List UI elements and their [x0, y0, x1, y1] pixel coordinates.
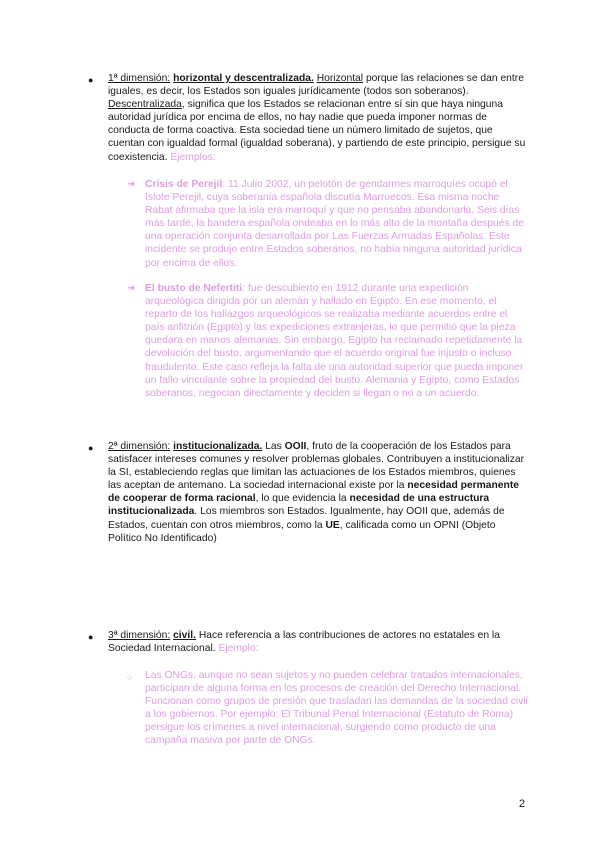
section-1-text-b: , significa que los Estados se relacionan entre sí sin que haya ninguna autoridad jurídica por encima de ellos, no hay nadie que pueda imponer normas de conducta de forma coactiva. Esta sociedad tiene un número limitado de sujetos, que cuentan con igualdad formal (igualdad soberana), y partiendo de este principio, persigue su coexistencia. — [108, 99, 526, 163]
arrow-right-icon: ➔ — [127, 283, 136, 294]
example-3-text: Las ONGs, aunque no sean sujetos y no pueden celebrar tratados internacionales, participan de alguna forma en los procesos de creación del Derecho Internacional. Funcionan como grupos de presión que trasladan las demandas de la sociedad civil a los gobiernos. Por ejemplo: El Tribunal Penal Internacional (Estatuto de Roma) persigue los crímenes a nivel internacional, surgiendo como producto de una campaña masiva por parte de ONGs. — [145, 670, 528, 747]
section-1-examples-label: Ejemplos: — [170, 151, 216, 163]
section-1-keyword: horizontal y descentralizada. — [173, 73, 314, 84]
section-2-text-a: Las — [262, 441, 285, 452]
section-2-bold-a: necesidad permanente de cooperar de forma racional — [108, 480, 519, 505]
section-3-heading: 3ª dimensión: — [108, 630, 171, 641]
example-ongs — [145, 669, 528, 748]
section-2-keyword: institucionalizada. — [173, 441, 263, 452]
section-2-ue: UE — [325, 519, 340, 531]
hollow-circle-icon: ○ — [127, 672, 133, 682]
section-2-text-d: . Los miembros son Estados. Igualmente, hay OOII que, además de Estados, cuentan con otros miembros, como la — [108, 506, 505, 531]
section-2-text-e: , calificada como un OPNI (Objeto Político No Identificado) — [108, 519, 496, 544]
example-2-title: El busto de Nefertiti — [145, 283, 243, 294]
section-1-descentralizada: Descentralizada — [108, 99, 182, 111]
bullet-icon: ● — [88, 443, 94, 453]
example-2-text: : fue descubierto en 1912 durante una expedición arqueológica dirigida por un alemán y hallado en Egipto. En ese momento, el reparto de los hallazgos arqueológicos se realizaba mediante acuerdos entre el país anfitrión (Egipto) y las expediciones extranjeras, lo que permitió que la pieza quedara en manos alemanas. Sin embargo, Egipto ha reclamado repetidamente la devolución del busto, argumentando que el acuerdo original fue injusto o incluso fraudulento. Este caso refleja la falta de una autoridad superior que pueda imponer un fallo vinculante sobre la propiedad del busto. Alemania y Egipto, como Estados soberanos, negocian directamente y deciden si llegan o no a un acuerdo. — [145, 283, 524, 399]
section-dimension-1 — [108, 72, 528, 164]
bullet-icon: ● — [88, 632, 94, 642]
section-2-ooii: OOII — [284, 441, 307, 452]
section-dimension-2 — [108, 440, 528, 545]
example-1-title: Crisis de Perejil — [145, 179, 223, 190]
page-number: 2 — [518, 798, 525, 810]
section-3-keyword: civil. — [173, 630, 196, 641]
section-dimension-3 — [108, 629, 528, 655]
example-1-text: : 11 Julio 2002, un pelotón de gendarmes marroquíes ocupó el Islote Perejil, cuya soberanía española discutía Marruecos. Esa misma noche Rabat afirmaba que la isla era marroquí y que no pensaba abandonarla. Seis días más tarde, la bandera española ondeaba en lo más alto de la montaña después de una operación conjunta desarrollada por Las Fuerzas Armadas Españolas. Este incidente se produjo entre Estados soberanos, no había ninguna autoridad jurídica por encima de ellos. — [145, 179, 524, 269]
section-1-text-a: porque las relaciones se dan entre iguales, es decir, los Estados son iguales jurídicamente (todos son soberanos). — [108, 73, 524, 98]
section-3-example-label: Ejemplo: — [218, 643, 259, 655]
section-3-text: Hace referencia a las contribuciones de actores no estatales en la Sociedad Internacional. — [108, 630, 500, 655]
section-2-bold-b: necesidad de una estructura institucionalizada — [108, 493, 490, 518]
example-busto-nefertiti — [145, 282, 528, 400]
section-2-heading: 2ª dimensión: — [108, 441, 171, 452]
section-2-text-c: , lo que evidencia la — [255, 493, 350, 505]
bullet-icon: ● — [88, 75, 94, 85]
section-1-horizontal: Horizontal — [316, 73, 364, 84]
section-1-heading: 1ª dimensión: — [108, 73, 171, 84]
example-crisis-perejil — [145, 178, 528, 270]
section-2-text-b: , fruto de la cooperación de los Estados para satisfacer intereses comunes y resolver problemas globales. Contribuyen a institucionalizar la SI, estableciendo reglas que limitan las actuaciones de los Estados miembros, quienes las aceptan de antemano. La sociedad internacional existe por la — [108, 441, 525, 492]
arrow-right-icon: ➔ — [127, 179, 136, 190]
